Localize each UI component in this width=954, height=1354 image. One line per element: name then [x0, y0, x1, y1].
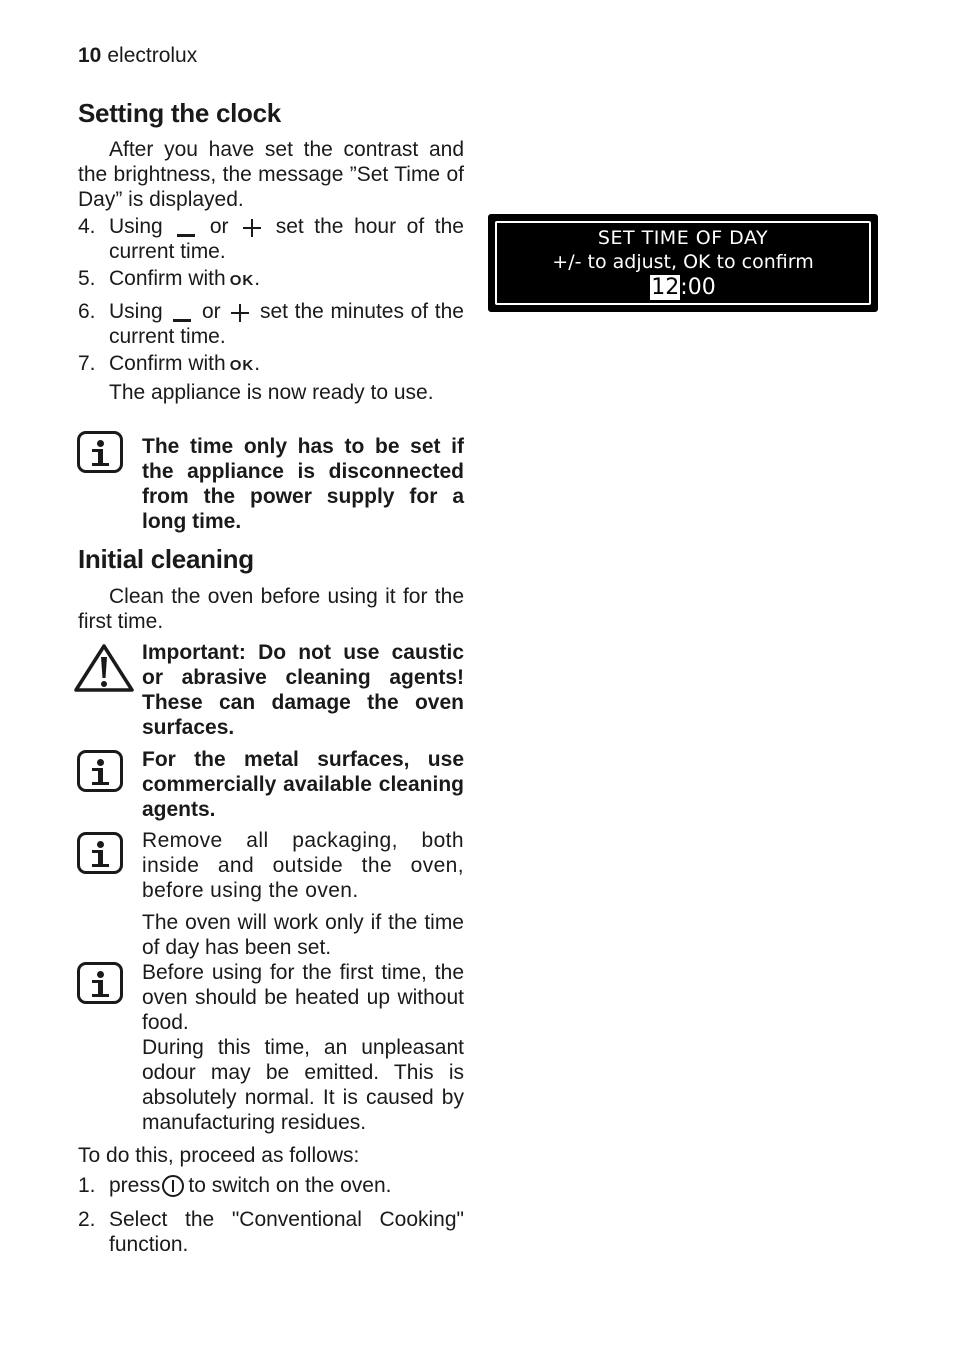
cleaning-section-title: Initial cleaning	[78, 544, 254, 574]
ok-icon: OK	[229, 357, 255, 374]
info-icon	[77, 431, 123, 473]
clock-section-title: Setting the clock	[78, 98, 281, 128]
proceed-text: To do this, proceed as follows:	[78, 1144, 360, 1167]
procedure-block	[78, 1143, 464, 1257]
display-time: 12:00	[651, 275, 716, 300]
display-line-1: SET TIME OF DAY	[597, 227, 769, 249]
preheat-note: Before using for the first time, the oven should be heated up without food.	[142, 961, 464, 1034]
display-minutes: 00	[687, 275, 716, 300]
cleaning-step-2: 2. Select the "Conventional Cooking" function.	[78, 1208, 464, 1256]
packaging-note: Remove all packaging, both inside and outside the oven, before using the oven.	[142, 829, 464, 902]
oven-display	[488, 214, 878, 312]
plus-icon	[243, 219, 261, 237]
ready-text: The appliance is now ready to use.	[109, 381, 434, 404]
info-icon	[77, 962, 123, 1004]
clock-step-5: 5. Confirm with OK.	[78, 267, 261, 290]
plus-icon	[231, 304, 249, 322]
page-header	[78, 44, 197, 68]
clock-section-body	[78, 137, 464, 405]
minus-icon	[173, 319, 191, 322]
time-of-day-note: The oven will work only if the time of day has been set.	[142, 911, 464, 959]
odour-note: During this time, an unpleasant odour may be emitted. This is absolutely normal. It is caused by manufacturing residues.	[142, 1036, 464, 1134]
power-icon	[162, 1175, 184, 1197]
page-number: 10	[78, 44, 102, 67]
warning-icon	[73, 643, 135, 693]
cleaning-step-1: 1. press to switch on the oven.	[78, 1174, 392, 1197]
minus-icon	[177, 234, 195, 237]
display-hours: 12	[651, 275, 680, 300]
clock-step-4: 4. Using or set the hour of the current time.	[78, 215, 464, 263]
cleaning-intro-block	[78, 584, 464, 634]
clock-intro: After you have set the contrast and the brightness, the message ”Set Time of Day” is displayed.	[78, 138, 464, 211]
clock-info-note: The time only has to be set if the appliance is disconnected from the power supply for a long time.	[142, 435, 464, 533]
warning-note: Important: Do not use caustic or abrasive cleaning agents! These can damage the oven surfaces.	[142, 641, 464, 739]
clock-step-6: 6. Using or set the minutes of the current time.	[78, 300, 464, 348]
cleaning-intro: Clean the oven before using it for the first time.	[78, 585, 464, 633]
ok-icon: OK	[229, 272, 255, 289]
metal-surfaces-note: For the metal surfaces, use commercially available cleaning agents.	[142, 748, 464, 821]
info-icon	[77, 750, 123, 792]
info-icon	[77, 832, 123, 874]
brand-name: electrolux	[107, 44, 198, 67]
display-line-2: +/- to adjust, OK to confirm	[552, 251, 814, 273]
clock-step-7: 7. Confirm with OK. The appliance is now ready to use.	[78, 351, 464, 405]
